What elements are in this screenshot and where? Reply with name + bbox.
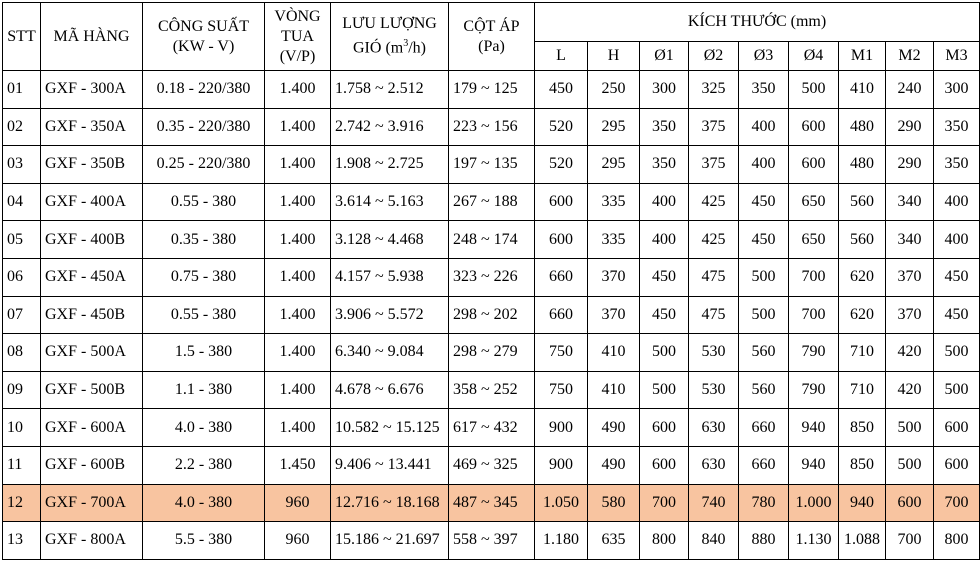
dim-cell: 620 xyxy=(839,258,886,296)
dim-cell: 560 xyxy=(839,183,886,221)
dim-cell: 450 xyxy=(934,258,980,296)
dim-cell: 650 xyxy=(789,183,839,221)
dim-cell: 450 xyxy=(640,258,689,296)
dim-cell: 450 xyxy=(739,183,789,221)
stt-cell: 06 xyxy=(3,258,41,296)
model-cell: GXF - 450A xyxy=(41,258,143,296)
stt-cell: 12 xyxy=(3,484,41,522)
speed-cell: 960 xyxy=(265,484,331,522)
dim-cell: 410 xyxy=(588,334,640,372)
table-row xyxy=(3,334,980,372)
model-cell: GXF - 350B xyxy=(41,146,143,184)
dim-cell: 600 xyxy=(640,446,689,484)
dim-cell: 400 xyxy=(739,146,789,184)
header-dim-0: L xyxy=(535,42,588,71)
power-cell: 4.0 - 380 xyxy=(143,484,265,522)
dim-cell: 600 xyxy=(934,446,980,484)
dim-cell: 240 xyxy=(886,71,934,109)
stt-cell: 13 xyxy=(3,522,41,560)
power-cell: 4.0 - 380 xyxy=(143,409,265,447)
table-row xyxy=(3,446,980,484)
dim-cell: 790 xyxy=(789,334,839,372)
dim-cell: 350 xyxy=(739,71,789,109)
dim-cell: 850 xyxy=(839,409,886,447)
dim-cell: 500 xyxy=(934,371,980,409)
dim-cell: 710 xyxy=(839,334,886,372)
dim-cell: 530 xyxy=(689,334,739,372)
dim-cell: 500 xyxy=(640,334,689,372)
dim-cell: 630 xyxy=(689,409,739,447)
dim-cell: 410 xyxy=(839,71,886,109)
dim-cell: 1.088 xyxy=(839,522,886,560)
pressure-cell: 197 ~ 135 xyxy=(449,146,535,184)
dim-cell: 660 xyxy=(535,296,588,334)
dim-cell: 900 xyxy=(535,446,588,484)
dim-cell: 450 xyxy=(934,296,980,334)
dim-cell: 600 xyxy=(789,108,839,146)
power-cell: 5.5 - 380 xyxy=(143,522,265,560)
dim-cell: 850 xyxy=(839,446,886,484)
dim-cell: 700 xyxy=(934,484,980,522)
dim-cell: 660 xyxy=(535,258,588,296)
fan-spec-table xyxy=(2,2,980,560)
dim-cell: 780 xyxy=(739,484,789,522)
dim-cell: 475 xyxy=(689,258,739,296)
dim-cell: 940 xyxy=(789,409,839,447)
dim-cell: 900 xyxy=(535,409,588,447)
table-row xyxy=(3,296,980,334)
dim-cell: 335 xyxy=(588,183,640,221)
header-dim-1: H xyxy=(588,42,640,71)
dim-cell: 340 xyxy=(886,221,934,259)
pressure-cell: 267 ~ 188 xyxy=(449,183,535,221)
dim-cell: 560 xyxy=(739,371,789,409)
dim-cell: 290 xyxy=(886,108,934,146)
pressure-cell: 298 ~ 279 xyxy=(449,334,535,372)
power-cell: 0.35 - 220/380 xyxy=(143,108,265,146)
power-cell: 0.55 - 380 xyxy=(143,183,265,221)
speed-cell: 1.400 xyxy=(265,334,331,372)
dim-cell: 350 xyxy=(640,108,689,146)
pressure-cell: 248 ~ 174 xyxy=(449,221,535,259)
dim-cell: 940 xyxy=(839,484,886,522)
airflow-cell: 1.758 ~ 2.512 xyxy=(331,71,449,109)
model-cell: GXF - 600A xyxy=(41,409,143,447)
dim-cell: 250 xyxy=(588,71,640,109)
airflow-cell: 9.406 ~ 13.441 xyxy=(331,446,449,484)
stt-cell: 07 xyxy=(3,296,41,334)
power-cell: 0.75 - 380 xyxy=(143,258,265,296)
dim-cell: 500 xyxy=(640,371,689,409)
header-dim-6: M1 xyxy=(839,42,886,71)
header-dim-8: M3 xyxy=(934,42,980,71)
header-dim-4: Ø3 xyxy=(739,42,789,71)
dim-cell: 370 xyxy=(588,258,640,296)
stt-cell: 10 xyxy=(3,409,41,447)
header-dim-5: Ø4 xyxy=(789,42,839,71)
pressure-cell: 298 ~ 202 xyxy=(449,296,535,334)
header-dimensions: KÍCH THƯỚC (mm) xyxy=(535,3,980,42)
dim-cell: 370 xyxy=(588,296,640,334)
dim-cell: 750 xyxy=(535,371,588,409)
speed-cell: 1.400 xyxy=(265,409,331,447)
dim-cell: 500 xyxy=(739,296,789,334)
dim-cell: 700 xyxy=(640,484,689,522)
dim-cell: 300 xyxy=(934,71,980,109)
dim-cell: 400 xyxy=(934,221,980,259)
pressure-cell: 469 ~ 325 xyxy=(449,446,535,484)
table-row xyxy=(3,221,980,259)
stt-cell: 05 xyxy=(3,221,41,259)
dim-cell: 600 xyxy=(934,409,980,447)
pressure-cell: 558 ~ 397 xyxy=(449,522,535,560)
model-cell: GXF - 400A xyxy=(41,183,143,221)
header-dim-2: Ø1 xyxy=(640,42,689,71)
airflow-cell: 15.186 ~ 21.697 xyxy=(331,522,449,560)
dim-cell: 325 xyxy=(689,71,739,109)
power-cell: 0.25 - 220/380 xyxy=(143,146,265,184)
dim-cell: 600 xyxy=(640,409,689,447)
header-model: MÃ HÀNG xyxy=(41,3,143,71)
table-row xyxy=(3,71,980,109)
speed-cell: 1.400 xyxy=(265,258,331,296)
power-cell: 1.1 - 380 xyxy=(143,371,265,409)
dim-cell: 600 xyxy=(886,484,934,522)
dim-cell: 425 xyxy=(689,221,739,259)
dim-cell: 500 xyxy=(789,71,839,109)
dim-cell: 1.000 xyxy=(789,484,839,522)
dim-cell: 1.130 xyxy=(789,522,839,560)
airflow-cell: 4.678 ~ 6.676 xyxy=(331,371,449,409)
table-row xyxy=(3,258,980,296)
header-pressure: CỘT ÁP (Pa) xyxy=(449,3,535,71)
model-cell: GXF - 400B xyxy=(41,221,143,259)
dim-cell: 420 xyxy=(886,371,934,409)
dim-cell: 350 xyxy=(640,146,689,184)
dim-cell: 700 xyxy=(789,296,839,334)
dim-cell: 520 xyxy=(535,108,588,146)
power-cell: 1.5 - 380 xyxy=(143,334,265,372)
dim-cell: 750 xyxy=(535,334,588,372)
model-cell: GXF - 350A xyxy=(41,108,143,146)
dim-cell: 650 xyxy=(789,221,839,259)
model-cell: GXF - 500A xyxy=(41,334,143,372)
dim-cell: 420 xyxy=(886,334,934,372)
dim-cell: 500 xyxy=(886,409,934,447)
airflow-cell: 3.128 ~ 4.468 xyxy=(331,221,449,259)
model-cell: GXF - 700A xyxy=(41,484,143,522)
pressure-cell: 617 ~ 432 xyxy=(449,409,535,447)
power-cell: 0.35 - 380 xyxy=(143,221,265,259)
dim-cell: 375 xyxy=(689,146,739,184)
model-cell: GXF - 500B xyxy=(41,371,143,409)
dim-cell: 620 xyxy=(839,296,886,334)
dim-cell: 660 xyxy=(739,409,789,447)
dim-cell: 400 xyxy=(934,183,980,221)
dim-cell: 600 xyxy=(789,146,839,184)
airflow-cell: 1.908 ~ 2.725 xyxy=(331,146,449,184)
dim-cell: 400 xyxy=(739,108,789,146)
power-cell: 0.55 - 380 xyxy=(143,296,265,334)
dim-cell: 290 xyxy=(886,146,934,184)
dim-cell: 335 xyxy=(588,221,640,259)
dim-cell: 410 xyxy=(588,371,640,409)
model-cell: GXF - 300A xyxy=(41,71,143,109)
airflow-cell: 12.716 ~ 18.168 xyxy=(331,484,449,522)
stt-cell: 04 xyxy=(3,183,41,221)
speed-cell: 960 xyxy=(265,522,331,560)
dim-cell: 710 xyxy=(839,371,886,409)
dim-cell: 500 xyxy=(739,258,789,296)
dim-cell: 635 xyxy=(588,522,640,560)
table-row xyxy=(3,183,980,221)
airflow-cell: 10.582 ~ 15.125 xyxy=(331,409,449,447)
airflow-cell: 4.157 ~ 5.938 xyxy=(331,258,449,296)
speed-cell: 1.400 xyxy=(265,108,331,146)
speed-cell: 1.450 xyxy=(265,446,331,484)
dim-cell: 500 xyxy=(934,334,980,372)
dim-cell: 630 xyxy=(689,446,739,484)
dim-cell: 350 xyxy=(934,146,980,184)
dim-cell: 800 xyxy=(640,522,689,560)
table-row xyxy=(3,371,980,409)
table-row xyxy=(3,484,980,522)
dim-cell: 490 xyxy=(588,409,640,447)
pressure-cell: 223 ~ 156 xyxy=(449,108,535,146)
pressure-cell: 179 ~ 125 xyxy=(449,71,535,109)
dim-cell: 800 xyxy=(934,522,980,560)
dim-cell: 1.050 xyxy=(535,484,588,522)
dim-cell: 375 xyxy=(689,108,739,146)
dim-cell: 340 xyxy=(886,183,934,221)
dim-cell: 530 xyxy=(689,371,739,409)
stt-cell: 01 xyxy=(3,71,41,109)
power-cell: 2.2 - 380 xyxy=(143,446,265,484)
pressure-cell: 323 ~ 226 xyxy=(449,258,535,296)
model-cell: GXF - 600B xyxy=(41,446,143,484)
dim-cell: 490 xyxy=(588,446,640,484)
dim-cell: 940 xyxy=(789,446,839,484)
speed-cell: 1.400 xyxy=(265,371,331,409)
dim-cell: 450 xyxy=(739,221,789,259)
table-row xyxy=(3,522,980,560)
table-row xyxy=(3,108,980,146)
dim-cell: 790 xyxy=(789,371,839,409)
airflow-cell: 3.906 ~ 5.572 xyxy=(331,296,449,334)
dim-cell: 300 xyxy=(640,71,689,109)
dim-cell: 520 xyxy=(535,146,588,184)
dim-cell: 350 xyxy=(934,108,980,146)
stt-cell: 02 xyxy=(3,108,41,146)
stt-cell: 03 xyxy=(3,146,41,184)
dim-cell: 1.180 xyxy=(535,522,588,560)
dim-cell: 400 xyxy=(640,221,689,259)
dim-cell: 370 xyxy=(886,296,934,334)
dim-cell: 600 xyxy=(535,183,588,221)
stt-cell: 08 xyxy=(3,334,41,372)
dim-cell: 450 xyxy=(640,296,689,334)
dim-cell: 480 xyxy=(839,146,886,184)
header-dim-7: M2 xyxy=(886,42,934,71)
dim-cell: 500 xyxy=(886,446,934,484)
dim-cell: 600 xyxy=(535,221,588,259)
table-body xyxy=(3,71,980,560)
dim-cell: 370 xyxy=(886,258,934,296)
dim-cell: 400 xyxy=(640,183,689,221)
dim-cell: 480 xyxy=(839,108,886,146)
header-power: CÔNG SUẤT (KW - V) xyxy=(143,3,265,71)
power-cell: 0.18 - 220/380 xyxy=(143,71,265,109)
dim-cell: 560 xyxy=(839,221,886,259)
dim-cell: 660 xyxy=(739,446,789,484)
dim-cell: 700 xyxy=(789,258,839,296)
dim-cell: 580 xyxy=(588,484,640,522)
dim-cell: 450 xyxy=(535,71,588,109)
pressure-cell: 487 ~ 345 xyxy=(449,484,535,522)
dim-cell: 700 xyxy=(886,522,934,560)
speed-cell: 1.400 xyxy=(265,296,331,334)
table-row xyxy=(3,409,980,447)
dim-cell: 295 xyxy=(588,146,640,184)
header-speed: VÒNG TUA (V/P) xyxy=(265,3,331,71)
airflow-cell: 3.614 ~ 5.163 xyxy=(331,183,449,221)
airflow-cell: 6.340 ~ 9.084 xyxy=(331,334,449,372)
dim-cell: 840 xyxy=(689,522,739,560)
dim-cell: 295 xyxy=(588,108,640,146)
model-cell: GXF - 450B xyxy=(41,296,143,334)
dim-cell: 880 xyxy=(739,522,789,560)
dim-cell: 425 xyxy=(689,183,739,221)
header-stt: STT xyxy=(3,3,41,71)
dim-cell: 740 xyxy=(689,484,739,522)
airflow-cell: 2.742 ~ 3.916 xyxy=(331,108,449,146)
header-dim-3: Ø2 xyxy=(689,42,739,71)
speed-cell: 1.400 xyxy=(265,71,331,109)
pressure-cell: 358 ~ 252 xyxy=(449,371,535,409)
header-airflow: LƯU LƯỢNG GIÓ $(m^3/h)$ xyxy=(331,3,449,71)
dim-cell: 560 xyxy=(739,334,789,372)
table-row xyxy=(3,146,980,184)
model-cell: GXF - 800A xyxy=(41,522,143,560)
stt-cell: 09 xyxy=(3,371,41,409)
speed-cell: 1.400 xyxy=(265,146,331,184)
speed-cell: 1.400 xyxy=(265,221,331,259)
speed-cell: 1.400 xyxy=(265,183,331,221)
dim-cell: 475 xyxy=(689,296,739,334)
stt-cell: 11 xyxy=(3,446,41,484)
